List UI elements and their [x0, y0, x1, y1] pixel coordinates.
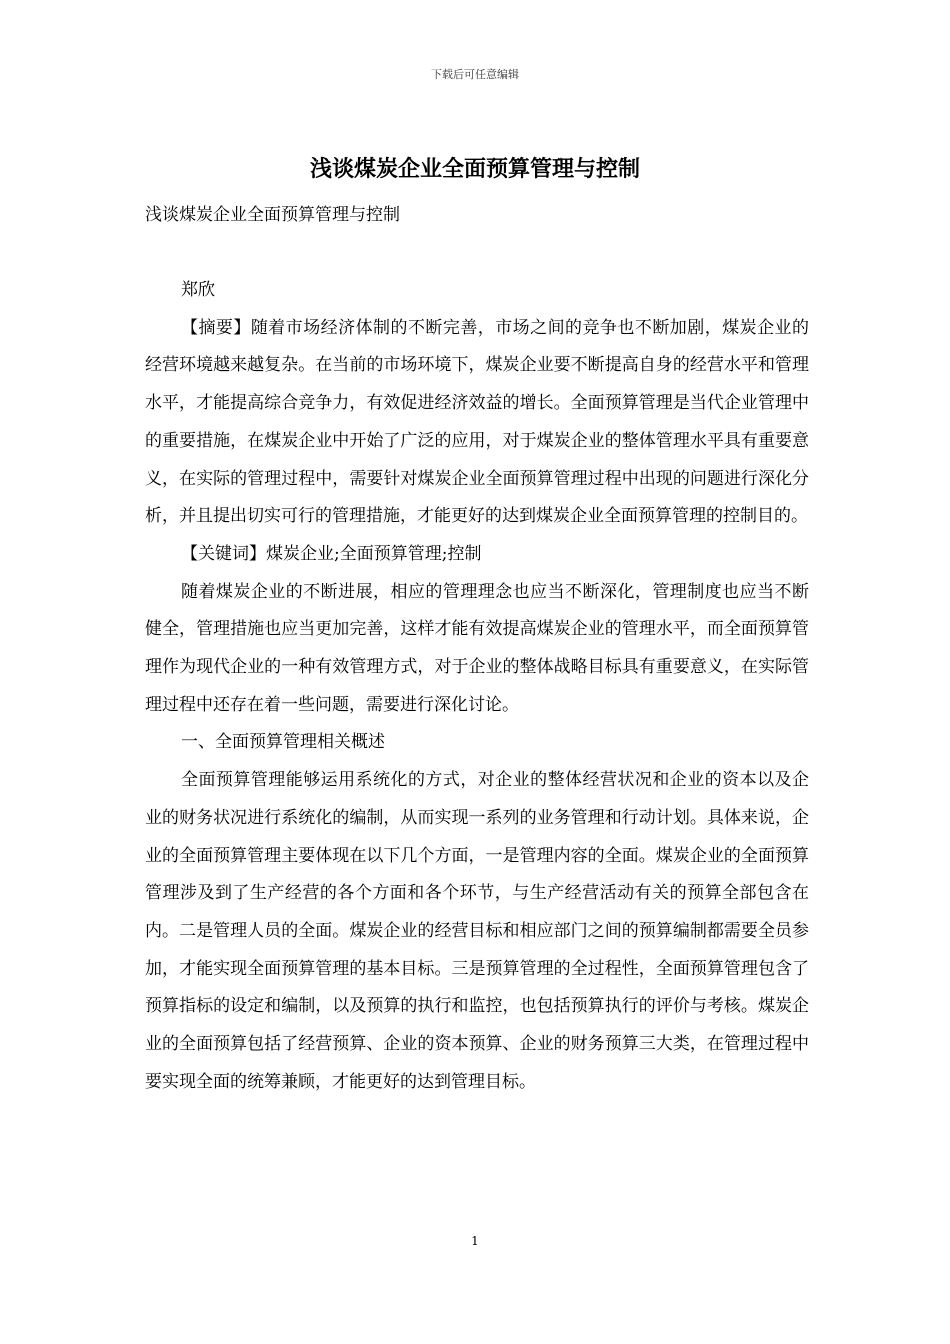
- section-1-paragraph: 全面预算管理能够运用系统化的方式，对企业的整体经营状况和企业的资本以及企业的财务状况进行系统化的编制，从而实现一系列的业务管理和行动计划。具体来说，企业的全面预算管理主要体现在以下几个方面，一是管理内容的全面。煤炭企业的全面预算管理涉及到了生产经营的各个方面和各个环节，与生产经营活动有关的预算全部包含在内。二是管理人员的全面。煤炭企业的经营目标和相应部门之间的预算编制都需要全员参加，才能实现全面预算管理的基本目标。三是预算管理的全过程性，全面预算管理包含了预算指标的设定和编制，以及预算的执行和监控，也包括预算执行的评价与考核。煤炭企业的全面预算包括了经营预算、企业的资本预算、企业的财务预算三大类，在管理过程中要实现全面的统筹兼顾，才能更好的达到管理目标。: [145, 770, 809, 1092]
- intro-paragraph: 随着煤炭企业的不断进展，相应的管理理念也应当不断深化，管理制度也应当不断健全，管理措施也应当更加完善，这样才能有效提高煤炭企业的管理水平，而全面预算管理作为现代企业的一种有效管理方式，对于企业的整体战略目标具有重要意义，在实际管理过程中还存在着一些问题，需要进行深化讨论。: [145, 581, 809, 715]
- document-title: 浅谈煤炭企业全面预算管理与控制: [309, 156, 640, 182]
- author-name: 郑欣: [181, 280, 215, 300]
- document-subtitle: 浅谈煤炭企业全面预算管理与控制: [145, 205, 400, 225]
- header-note: 下载后可任意编辑: [431, 68, 519, 81]
- keywords-line: 【关键词】煤炭企业;全面预算管理;控制: [181, 543, 482, 564]
- section-1-heading: 一、全面预算管理相关概述: [181, 732, 385, 753]
- document-body: [145, 272, 809, 1101]
- abstract-paragraph: 【摘要】随着市场经济体制的不断完善，市场之间的竞争也不断加剧，煤炭企业的经营环境越来越复杂。在当前的市场环境下，煤炭企业要不断提高自身的经营水平和管理水平，才能提高综合竞争力，有效促进经济效益的增长。全面预算管理是当代企业管理中的重要措施，在煤炭企业中开始了广泛的应用，对于煤炭企业的整体管理水平具有重要意义，在实际的管理过程中，需要针对煤炭企业全面预算管理过程中出现的问题进行深化分析，并且提出切实可行的管理措施，才能更好的达到煤炭企业全面预算管理的控制目的。: [145, 317, 809, 527]
- page-number: 1: [471, 1234, 479, 1248]
